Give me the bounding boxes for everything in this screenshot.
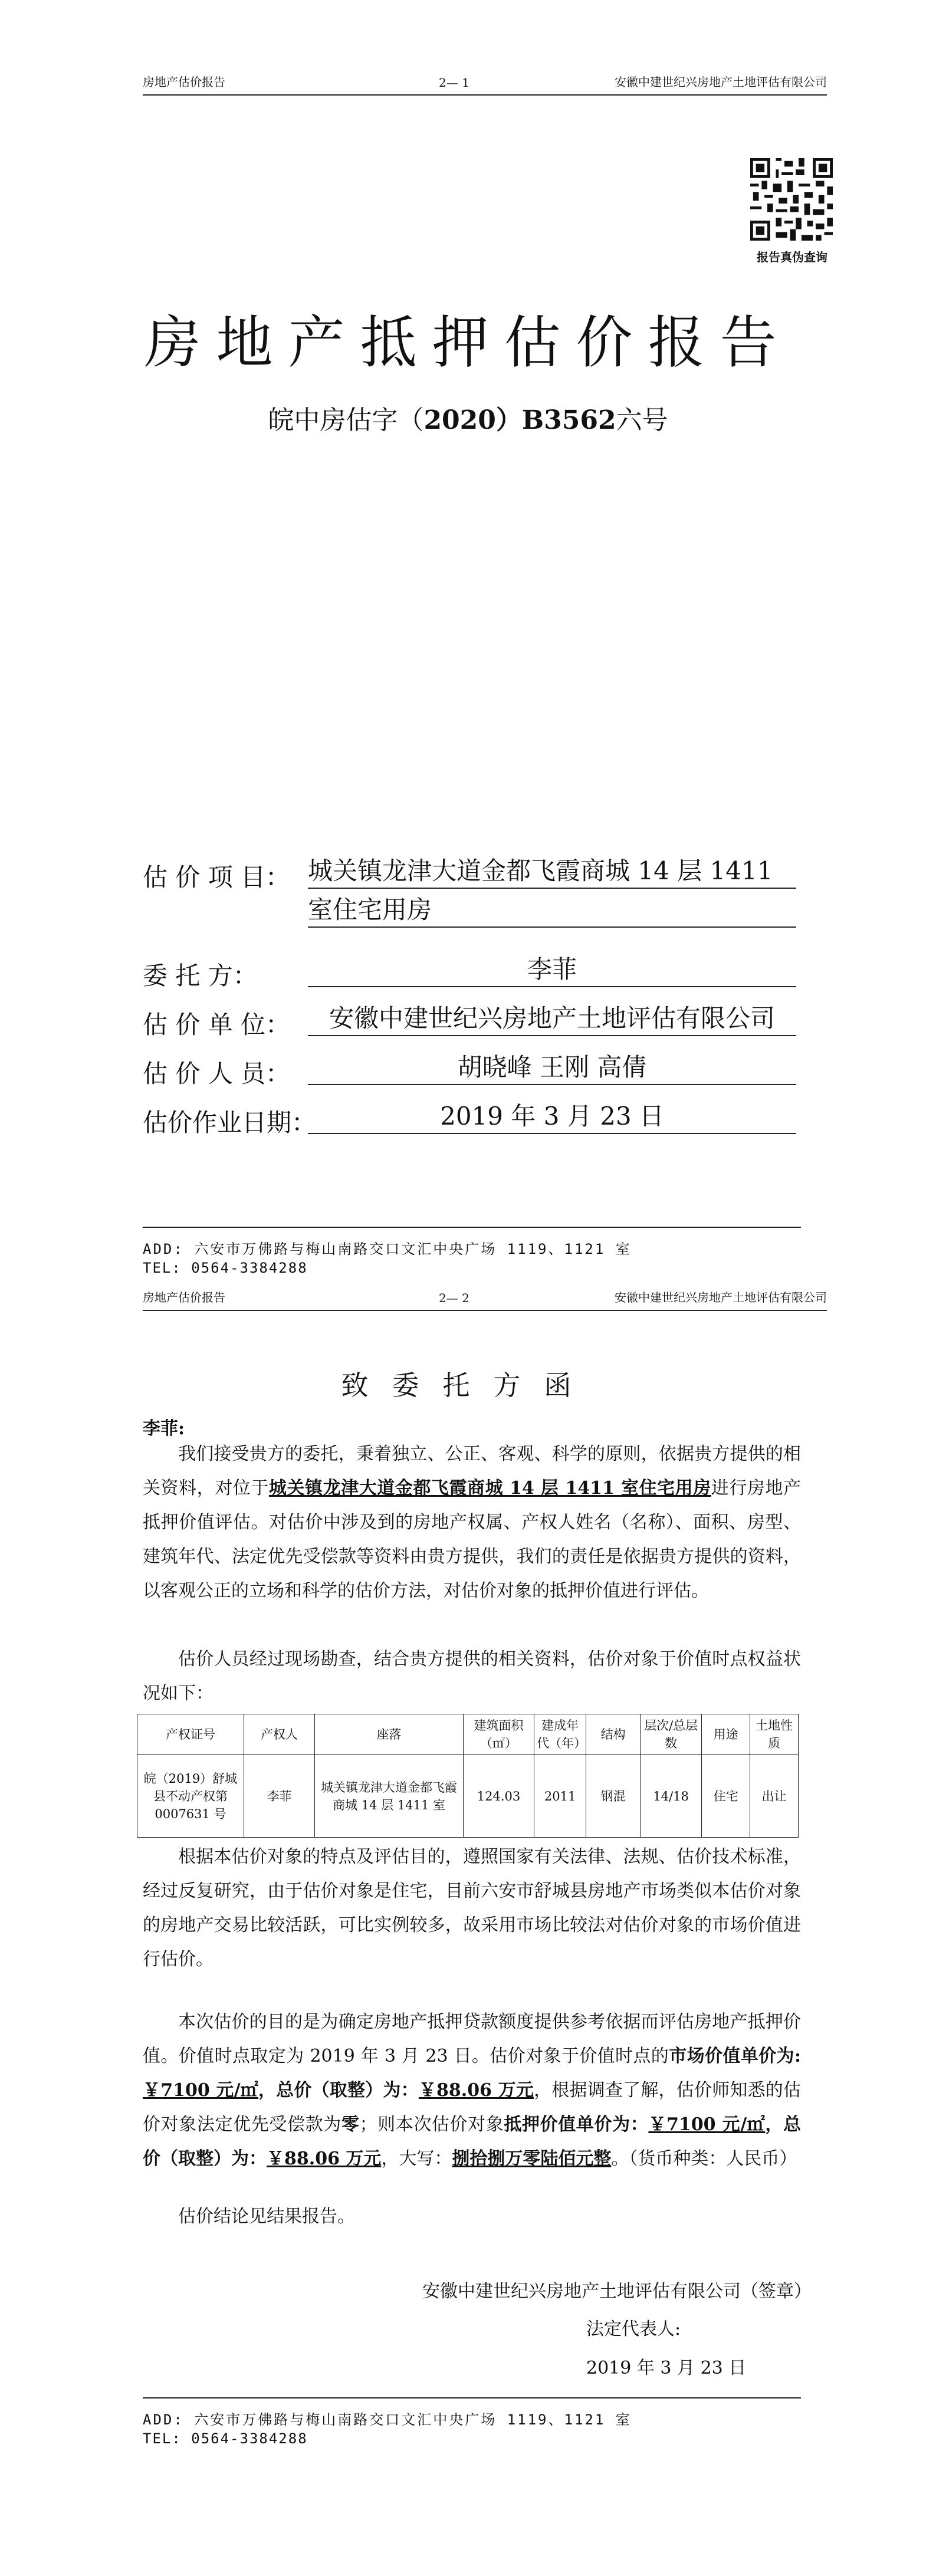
market-total-label: ，总价（取整）为： — [258, 2080, 419, 2101]
footer-tel: TEL: 0564-3384288 — [143, 2430, 308, 2447]
para-text: ，大写： — [381, 2148, 452, 2169]
signature-date: 2019 年 3 月 23 日 — [586, 2358, 747, 2378]
header-page-number: 2— 2 — [439, 1291, 469, 1305]
para-text: ，根据调查了解，估价师知悉的估价对象法定优先受偿款为 — [143, 2080, 802, 2135]
letter-page — [0, 1283, 936, 2576]
document-number — [0, 399, 936, 436]
mortgage-unit-price: ￥7100 元/㎡ — [648, 2114, 766, 2135]
field-label: 估 价 人 员： — [143, 1059, 291, 1088]
para-text: 进行房地产抵押价值评估。对估价中涉及到的房地产权属、产权人姓名（名称）、面积、房型、建筑年代、法定优先受偿款等资料由贵方提供，我们的责任是依据贵方提供的资料，以客观公正的立场和科学的估价方法，对估价对象的抵押价值进行评估。 — [143, 1478, 801, 1601]
property-rights-table — [137, 1714, 799, 1838]
doc-no-prefix: 皖中房估字（ — [268, 405, 424, 435]
table-cell: 李菲 — [244, 1755, 314, 1838]
table-header-cell: 结构 — [586, 1714, 641, 1755]
field-value: 安徽中建世纪兴房地产土地评估有限公司 — [308, 1002, 796, 1036]
table-cell: 出让 — [750, 1755, 799, 1838]
field-value: 城关镇龙津大道金都飞霞商城 14 层 1411 — [308, 855, 796, 889]
table-header-row — [137, 1714, 799, 1755]
field-label: 估 价 单 位： — [143, 1010, 291, 1039]
table-cell: 钢混 — [586, 1755, 641, 1838]
footer-rule — [143, 2397, 801, 2398]
table-cell: 2011 — [534, 1755, 586, 1838]
para-text: ；则本次估价对象 — [359, 2114, 504, 2135]
header-company-name: 安徽中建世纪兴房地产土地评估有限公司 — [615, 1290, 827, 1305]
field-value: 室住宅用房 — [308, 893, 796, 928]
header-company-name: 安徽中建世纪兴房地产土地评估有限公司 — [615, 75, 827, 89]
footer-rule — [143, 1227, 801, 1228]
property-address: 城关镇龙津大道金都飞霞商城 14 层 1411 室住宅用房 — [268, 1478, 711, 1499]
priority-claim-value: 零 — [341, 2114, 360, 2135]
doc-no-suffix: 六号 — [616, 405, 668, 435]
field-value: 2019 年 3 月 23 日 — [308, 1100, 796, 1134]
market-unit-price: ￥7100 元/㎡ — [143, 2080, 258, 2101]
mortgage-unit-label: 抵押价值单价为： — [504, 2114, 649, 2135]
table-header-cell: 产权证号 — [137, 1714, 244, 1755]
para-text: 我们接受贵方的委托，秉着独立、公正、客观、科学的原则，依据贵方提供的相关资料，对位于 — [143, 1444, 801, 1499]
header-page-number: 2— 1 — [439, 75, 469, 90]
field-value: 胡晓峰 王刚 高倩 — [308, 1051, 796, 1085]
letter-title: 致委托方函 — [341, 1369, 595, 1401]
header-report-name: 房地产估价报告 — [143, 1290, 225, 1305]
market-total-price: ￥88.06 万元 — [418, 2080, 534, 2101]
page-header — [143, 67, 827, 96]
table-header-cell: 产权人 — [244, 1714, 314, 1755]
amount-in-words: 捌拾捌万零陆佰元整 — [452, 2148, 612, 2169]
field-label: 估价作业日期： — [143, 1108, 317, 1137]
mortgage-total-price: ￥88.06 万元 — [267, 2148, 382, 2169]
signature-company: 安徽中建世纪兴房地产土地评估有限公司（签章） — [422, 2281, 812, 2302]
field-label: 估 价 项 目： — [143, 863, 291, 892]
table-header-cell: 建成年代（年） — [534, 1714, 586, 1755]
table-header-cell: 座落 — [315, 1714, 464, 1755]
table-row — [137, 1755, 799, 1838]
doc-no-code: ）B3562 — [495, 405, 616, 435]
field-label: 委 托 方： — [143, 961, 258, 990]
footer-tel: TEL: 0564-3384288 — [143, 1260, 308, 1276]
page-header — [143, 1283, 827, 1311]
qr-code-icon[interactable] — [750, 158, 833, 241]
report-title: 房地产抵押估价报告 — [144, 310, 792, 376]
table-cell: 124.03 — [463, 1755, 534, 1838]
letter-paragraph-5: 估价结论见结果报告。 — [178, 2206, 355, 2227]
letter-paragraph-4 — [143, 2005, 801, 2176]
table-cell: 皖（2019）舒城县不动产权第0007631 号 — [137, 1755, 244, 1838]
doc-no-year: 2020 — [423, 405, 496, 435]
table-cell: 14/18 — [641, 1755, 702, 1838]
mortgage-total-label: ，总价（取整）为： — [143, 2114, 802, 2169]
table-header-cell: 层次/总层数 — [641, 1714, 702, 1755]
table-header-cell: 用途 — [702, 1714, 750, 1755]
field-value: 李菲 — [308, 953, 796, 987]
cover-page — [0, 0, 936, 1283]
letter-paragraph-1 — [143, 1437, 801, 1608]
para-text: 本次估价的目的是为确定房地产抵押贷款额度提供参考依据而评估房地产抵押价值。价值时点取定为 2019 年 3 月 23 日。估价对象于价值时点的 — [143, 2012, 801, 2066]
letter-paragraph-3: 根据本估价对象的特点及评估目的，遵照国家有关法律、法规、估价技术标准，经过反复研究，由于估价对象是住宅，目前六安市舒城县房地产市场类似本估价对象的房地产交易比较活跃，可比实例较多，故采用市场比较法对估价对象的市场价值进行估价。 — [143, 1846, 801, 1970]
letter-addressee: 李菲: — [143, 1418, 185, 1439]
qr-caption: 报告真伪查询 — [757, 250, 827, 264]
footer-address: ADD: 六安市万佛路与梅山南路交口文汇中央广场 1119、1121 室 — [143, 2411, 632, 2428]
table-header-cell: 土地性质 — [750, 1714, 799, 1755]
table-cell: 住宅 — [702, 1755, 750, 1838]
para-text: 。（货币种类：人民币） — [611, 2148, 797, 2169]
header-report-name: 房地产估价报告 — [143, 75, 225, 89]
signature-legal-rep: 法定代表人: — [586, 2319, 681, 2340]
letter-paragraph-2: 估价人员经过现场勘查，结合贵方提供的相关资料，估价对象于价值时点权益状况如下： — [143, 1649, 801, 1704]
market-unit-label: 市场价值单价为: — [669, 2046, 802, 2066]
footer-address: ADD: 六安市万佛路与梅山南路交口文汇中央广场 1119、1121 室 — [143, 1241, 632, 1257]
table-header-cell: 建筑面积（㎡） — [463, 1714, 534, 1755]
table-cell: 城关镇龙津大道金都飞霞商城 14 层 1411 室 — [315, 1755, 464, 1838]
